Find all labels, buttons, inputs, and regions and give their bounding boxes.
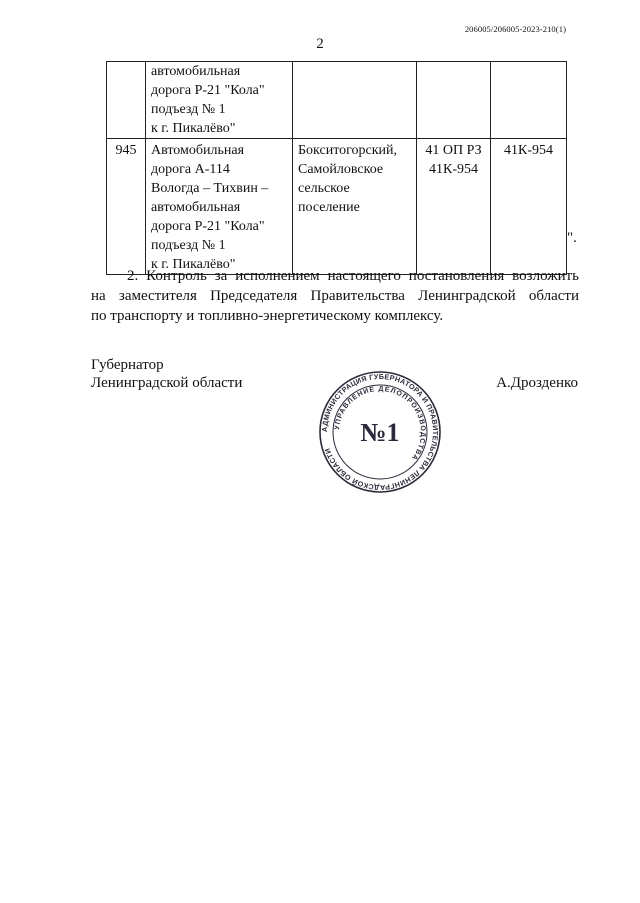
road-id-line: 41К-954	[429, 162, 478, 177]
location-line: поселение	[298, 200, 360, 215]
seal-center-number: №1	[360, 418, 400, 447]
road-name-line: подъезд № 1	[151, 238, 226, 253]
road-name-line: дорога Р-21 "Кола"	[151, 219, 265, 234]
location-line: Самойловское	[298, 162, 384, 177]
road-name-line: дорога Р-21 "Кола"	[151, 83, 265, 98]
cell-location	[293, 62, 417, 139]
cell-road-name	[146, 139, 293, 275]
cell-reg-number	[491, 62, 567, 139]
road-name-line: дорога А-114	[151, 162, 230, 177]
paragraph-line: на заместителя Председателя Правительства Ленинградской области	[91, 288, 579, 304]
document-reference: 206005/206005-2023-210(1)	[464, 24, 566, 34]
seal-inner-textpath: УПРАВЛЕНИЕ ДЕЛОПРОИЗВОДСТВА	[333, 385, 427, 462]
road-name-line: к г. Пикалёво"	[151, 121, 236, 136]
signatory-title	[91, 356, 242, 392]
table-row	[107, 62, 567, 139]
signatory-title-line: Ленинградской области	[91, 375, 243, 391]
location-line: Бокситогорский,	[298, 143, 398, 158]
table-row	[107, 139, 567, 275]
cell-number: 945	[107, 139, 146, 275]
cell-number	[107, 62, 146, 139]
cell-road-name	[146, 62, 293, 139]
signatory-name: А.Дрозденко	[496, 375, 578, 391]
road-name-line: автомобильная	[151, 200, 241, 215]
road-id-line: 41 ОП РЗ	[425, 143, 482, 158]
paragraph-2	[91, 266, 579, 326]
closing-quote: ".	[567, 230, 577, 246]
cell-road-id	[417, 139, 491, 275]
road-name-line: Вологда – Тихвин –	[151, 181, 269, 196]
page-number: 2	[316, 36, 324, 52]
signatory-title-line: Губернатор	[91, 357, 164, 373]
seal-outer-textpath: АДМИНИСТРАЦИЯ ГУБЕРНАТОРА И ПРАВИТЕЛЬСТВА ЛЕНИНГРАДСКОЙ ОБЛАСТИ	[319, 371, 441, 493]
road-name-line: Автомобильная	[151, 143, 245, 158]
location-line: сельское	[298, 181, 350, 196]
road-name-line: к г. Пикалёво"	[151, 257, 236, 272]
cell-reg-number: 41К-954	[491, 139, 567, 275]
cell-road-id	[417, 62, 491, 139]
roads-table	[106, 61, 567, 275]
paragraph-line: 2. Контроль за исполнением настоящего постановления возложить	[127, 268, 579, 284]
official-seal	[318, 370, 442, 494]
road-name-line: подъезд № 1	[151, 102, 226, 117]
paragraph-line: по транспорту и топливно-энергетическому комплексу.	[91, 308, 444, 324]
cell-location	[293, 139, 417, 275]
road-name-line: автомобильная	[151, 64, 241, 79]
